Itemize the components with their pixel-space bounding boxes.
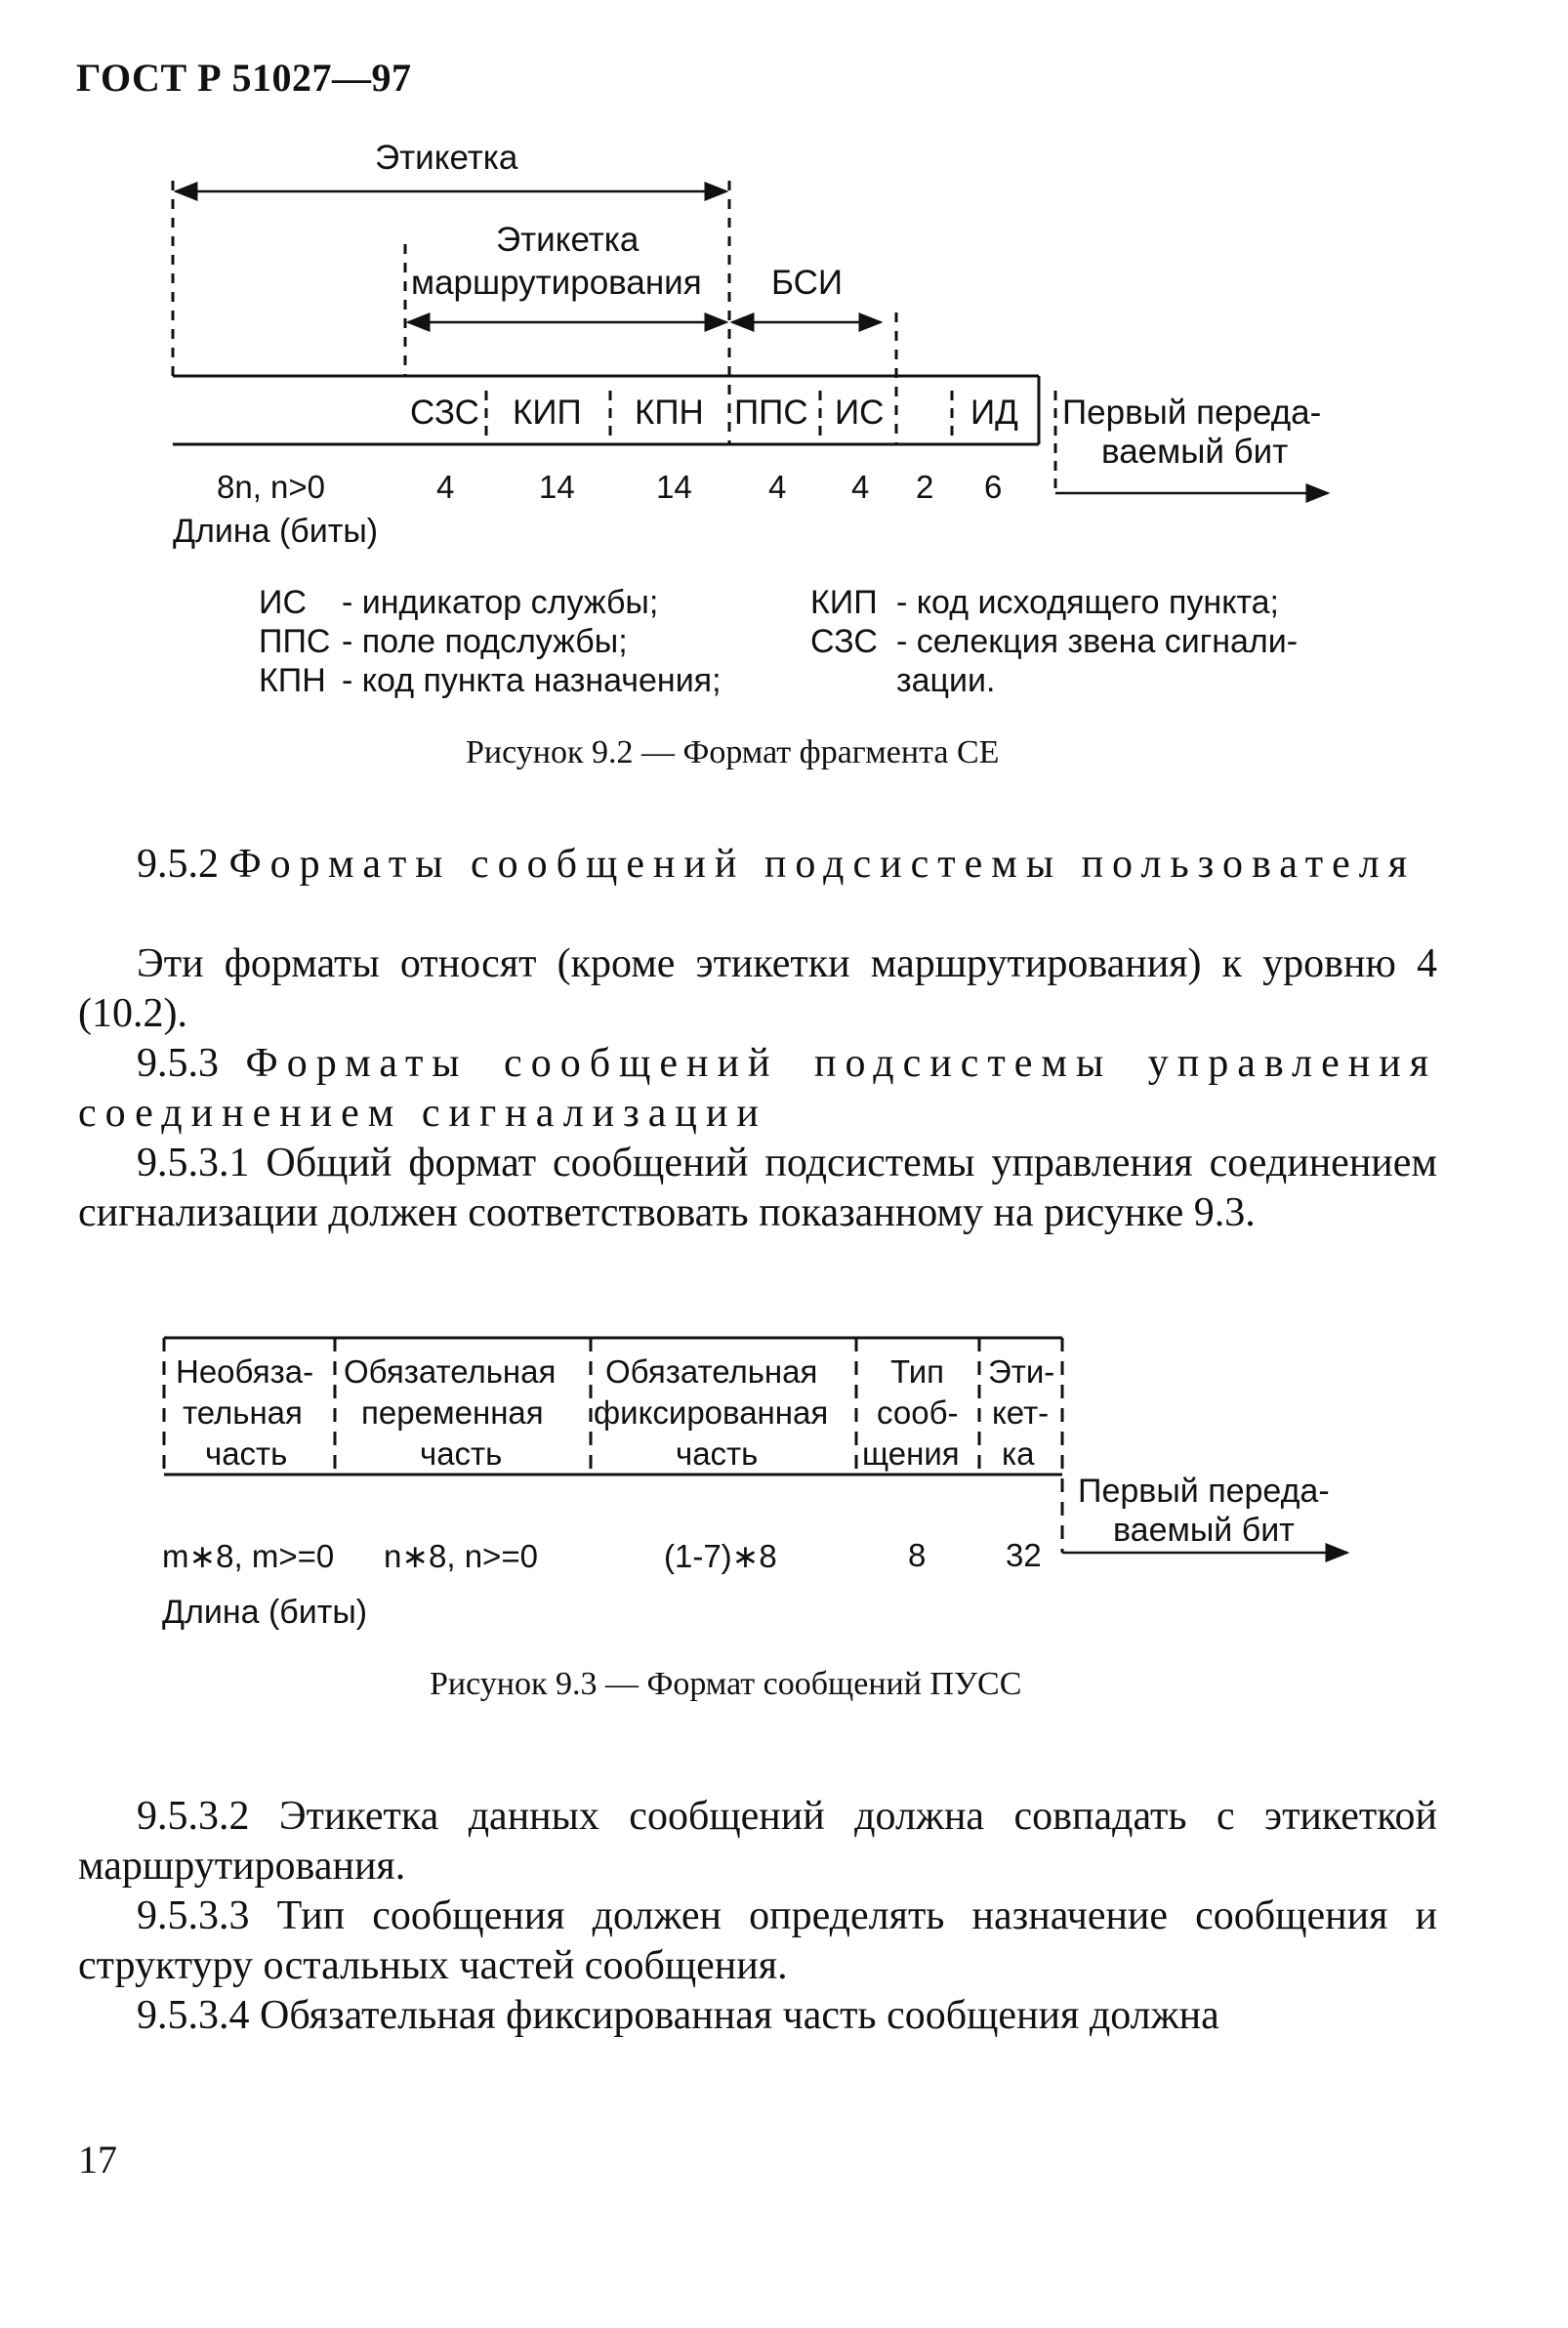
f93-len-3: 8 <box>908 1537 927 1573</box>
legend-right-1-text: - код исходящего пункта; <box>896 584 1279 621</box>
p9532-text: 9.5.3.2 Этикетка данных сообщений должна совпадать с этикеткой маршрутирования. <box>78 1794 1437 1889</box>
figure-9-2-caption: Рисунок 9.2 — Формат фрагмента СЕ <box>466 734 1000 770</box>
f93-length-label: Длина (биты) <box>162 1594 368 1631</box>
legend-right-3-text: зации. <box>896 662 996 699</box>
legend-left-1-text: - индикатор службы; <box>342 584 659 621</box>
field-szs: СЗС <box>410 394 479 432</box>
field-kip: КИП <box>513 394 582 432</box>
field-pps: ППС <box>734 394 808 432</box>
para-9-5-3-1 <box>78 1139 1437 1238</box>
figure-9-2-diagram <box>0 0 1568 703</box>
cell-0-l1: Необяза- <box>176 1353 314 1390</box>
cell-2-l1: Обязательная <box>605 1353 818 1390</box>
p9534-text: 9.5.3.4 Обязательная фиксированная часть сообщения должна <box>137 1993 1219 2038</box>
cell-2-l3: часть <box>676 1435 759 1472</box>
p952-title: Форматы сообщений подсистемы пользователя <box>228 842 1417 887</box>
first-bit-1: Первый переда- <box>1062 394 1322 432</box>
para-9-5-3-4 <box>78 1991 1437 2041</box>
p9533-text: 9.5.3.3 Тип сообщения должен определять назначение сообщения и структуру остальных частей сообщения. <box>78 1893 1437 1988</box>
len-6: 2 <box>916 469 934 505</box>
legend-left-3-abbr: КПН <box>259 662 326 699</box>
cell-3-l3: щения <box>862 1435 960 1472</box>
legend-right-2-abbr: СЗС <box>810 623 878 660</box>
cell-1-l1: Обязательная <box>344 1353 557 1390</box>
page-number: 17 <box>78 2138 117 2182</box>
cell-1-l2: переменная <box>361 1394 544 1431</box>
label-bsi: БСИ <box>771 264 844 302</box>
figure-9-3-caption: Рисунок 9.3 — Формат сообщений ПУСС <box>430 1666 1022 1702</box>
f93-len-2: (1-7)∗8 <box>664 1538 777 1574</box>
p952-body: Эти форматы относят (кроме этикетки маршрутирования) к уровню 4 (10.2). <box>78 941 1437 1036</box>
cell-0-l3: часть <box>205 1435 288 1472</box>
para-9-5-3-3 <box>78 1892 1437 1991</box>
field-is: ИС <box>835 394 885 432</box>
cell-4-l3: ка <box>1002 1435 1035 1472</box>
cell-4-l2: кет- <box>992 1394 1050 1431</box>
legend-left-1-abbr: ИС <box>259 584 307 621</box>
cell-3-l2: сооб- <box>877 1394 959 1431</box>
label-routing-2: маршрутирования <box>411 264 702 302</box>
length-label: Длина (биты) <box>173 513 379 550</box>
label-etiketka: Этикетка <box>375 139 518 177</box>
p953-title: Форматы сообщений подсистемы управления соединением сигнализации <box>78 1041 1438 1136</box>
len-4: 4 <box>768 469 787 505</box>
field-kpn: КПН <box>635 394 704 432</box>
p952-num: 9.5.2 <box>137 842 219 887</box>
document-header: ГОСТ Р 51027—97 <box>76 56 412 100</box>
para-9-5-3-2 <box>78 1792 1437 1892</box>
cell-3-l1: Тип <box>890 1353 945 1390</box>
cell-4-l1: Эти- <box>988 1353 1055 1390</box>
legend-right-2-text: - селекция звена сигнали- <box>896 623 1299 660</box>
f93-len-0: m∗8, m>=0 <box>162 1538 335 1574</box>
cell-2-l2: фиксированная <box>594 1394 829 1431</box>
len-7: 6 <box>984 469 1003 505</box>
para-9-5-2-heading <box>78 840 1437 890</box>
first-bit-2: ваемый бит <box>1101 433 1289 471</box>
cell-0-l2: тельная <box>183 1394 303 1431</box>
len-0: 8n, n>0 <box>217 469 326 505</box>
legend-right-1-abbr: КИП <box>810 584 878 621</box>
para-9-5-2-body <box>78 939 1437 1039</box>
label-routing-1: Этикетка <box>496 221 640 259</box>
f93-len-4: 32 <box>1006 1537 1042 1573</box>
legend-left-3-text: - код пункта назначения; <box>342 662 722 699</box>
f93-len-1: n∗8, n>=0 <box>384 1538 538 1574</box>
legend-left-2-text: - поле подслужбы; <box>342 623 628 660</box>
cell-1-l3: часть <box>420 1435 503 1472</box>
field-id: ИД <box>970 394 1018 432</box>
para-9-5-3-heading <box>78 1039 1437 1139</box>
legend-left-2-abbr: ППС <box>259 623 331 660</box>
f93-first-bit-2: ваемый бит <box>1113 1512 1295 1549</box>
len-3: 14 <box>656 469 692 505</box>
len-2: 14 <box>539 469 575 505</box>
p953-num: 9.5.3 <box>137 1041 219 1086</box>
len-1: 4 <box>436 469 455 505</box>
len-5: 4 <box>851 469 870 505</box>
p9531-text: 9.5.3.1 Общий формат сообщений подсистемы управления соединением сигнализации должен соответствовать показанному на рисунке 9.3. <box>78 1141 1437 1235</box>
f93-first-bit-1: Первый переда- <box>1078 1473 1330 1510</box>
